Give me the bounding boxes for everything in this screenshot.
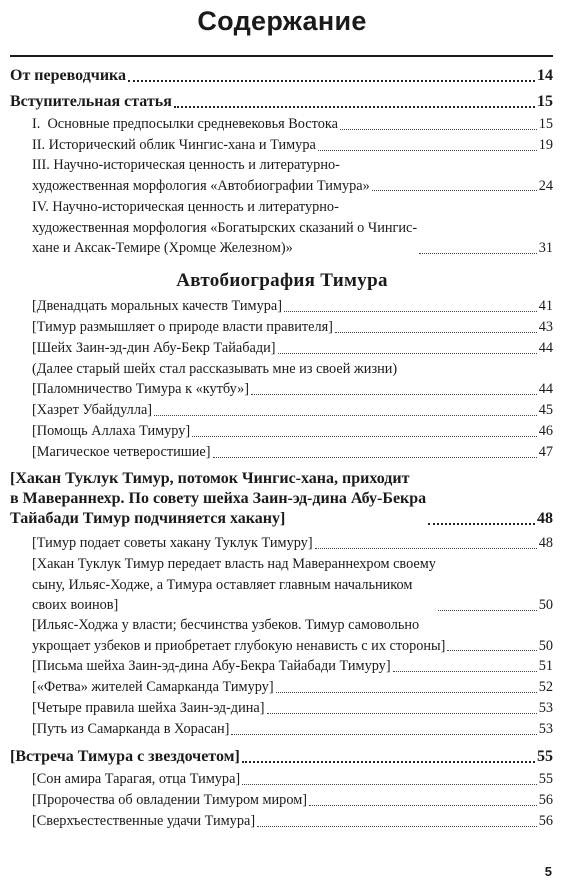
toc-entry-intro-article[interactable]	[10, 92, 553, 112]
part-title: Автобиография Тимура	[176, 270, 388, 291]
toc-entry-page: 56	[538, 813, 553, 829]
dot-leader	[419, 253, 537, 254]
toc-entry-page: 15	[538, 116, 553, 132]
dot-leader	[267, 713, 537, 714]
toc-subentry[interactable]	[32, 155, 553, 196]
toc-entry-title: Вступительная статья	[10, 93, 172, 110]
dot-leader	[335, 332, 537, 333]
toc-entry-page: 45	[538, 402, 553, 418]
toc-subentry[interactable]	[32, 533, 553, 554]
toc-entry-title: [Паломничество Тимура к «кутбу»]	[32, 381, 250, 397]
toc-chapter-astrologer[interactable]	[10, 747, 553, 767]
dot-leader	[447, 650, 536, 651]
toc-subentry[interactable]	[32, 197, 553, 259]
toc-entry-title: [Тимур размышляет о природе власти правителя]	[32, 319, 333, 335]
toc-entry-page: 53	[538, 700, 553, 716]
toc-subentry[interactable]	[32, 421, 553, 442]
toc-subentry[interactable]	[32, 719, 553, 740]
toc-subentry[interactable]	[32, 442, 553, 463]
toc-entry-title: [Ильяс-Ходжа у власти; бесчинства узбеков. Тимур самовольно укрощает узбеков и приобретает глубокую ненависть с их стороны]	[32, 617, 446, 654]
dot-leader	[309, 805, 537, 806]
toc-entry-page: 14	[537, 67, 553, 84]
dot-leader	[154, 415, 537, 416]
toc-entry-translator[interactable]	[10, 66, 553, 86]
toc-entry-title: I. Основные предпосылки средневековья Востока	[32, 116, 338, 132]
dot-leader	[284, 311, 537, 312]
dot-leader	[174, 106, 535, 108]
toc-chapter-khakan[interactable]	[10, 469, 553, 529]
toc-entry-title: [Встреча Тимура с звездочетом]	[10, 748, 240, 765]
toc-entry-title: [Хакан Туклук Тимур передает власть над Мавераннехром своему сыну, Ильяс-Ходже, а Тимура оставляет главным начальником своих воинов]	[32, 556, 436, 613]
toc-entry-title: [Двенадцать моральных качеств Тимура]	[32, 298, 283, 314]
dot-leader	[438, 610, 537, 611]
dot-leader	[393, 671, 537, 672]
dot-leader	[340, 129, 537, 130]
dot-leader	[231, 734, 536, 735]
toc-entry-title: [Пророчества об овладении Тимуром миром]	[32, 792, 308, 808]
dot-leader	[278, 353, 537, 354]
toc-entry-title: [Помощь Аллаха Тимуру]	[32, 423, 191, 439]
dot-leader	[213, 457, 537, 458]
toc-entry-page: 48	[537, 510, 553, 527]
toc-entry-title: [Хакан Туклук Тимур, потомок Чингис-хана, приходит в Мавераннехр. По совету шейха Заин-эд-дина Абу-Бекра Тайабади Тимур подчиняется хакану]	[10, 470, 427, 527]
title-divider	[10, 55, 553, 57]
toc-entry-page: 56	[538, 792, 553, 808]
page-number: 5	[544, 864, 552, 879]
toc-entry-title: [«Фетва» жителей Самарканда Тимуру]	[32, 679, 274, 695]
toc-entry-title: [Четыре правила шейха Заин-эд-дина]	[32, 700, 265, 716]
dot-leader	[257, 826, 537, 827]
toc-note: (Далее старый шейх стал рассказывать мне из своей жизни)	[32, 361, 398, 377]
dot-leader	[192, 436, 537, 437]
toc-entry-title: [Шейх Заин-эд-дин Абу-Бекр Тайабади]	[32, 340, 276, 356]
toc-subentry[interactable]	[32, 615, 553, 656]
toc-entry-page: 55	[538, 771, 553, 787]
dot-leader	[276, 692, 537, 693]
toc-subentry[interactable]	[32, 811, 553, 832]
toc-entry-page: 44	[538, 381, 553, 397]
toc-subentry[interactable]	[32, 769, 553, 790]
toc-entry-page: 52	[538, 679, 553, 695]
toc-entry-page: 44	[538, 340, 553, 356]
toc-entry-title: IV. Научно-историческая ценность и литературно- художественная морфология «Богатырских сказаний о Чингис- хане и Аксак-Темире (Хромце Железном)»	[32, 199, 418, 256]
dot-leader	[428, 523, 535, 525]
toc-subentry[interactable]	[32, 554, 553, 616]
toc-entry-title: II. Исторический облик Чингис-хана и Тимура	[32, 137, 316, 153]
toc-subentry[interactable]	[32, 656, 553, 677]
toc-subentry[interactable]	[32, 790, 553, 811]
toc-subentry[interactable]	[32, 698, 553, 719]
dot-leader	[242, 784, 537, 785]
toc-entry-title: [Магическое четверостишие]	[32, 444, 211, 460]
toc-subentry[interactable]	[32, 379, 553, 400]
toc-entry-page: 50	[538, 637, 553, 654]
toc-entry-page: 55	[537, 748, 553, 765]
toc-entry-title: [Тимур подает советы хакану Туклук Тимуру]	[32, 535, 313, 551]
dot-leader	[318, 150, 537, 151]
toc-entry-page: 43	[538, 319, 553, 335]
toc-entry-page: 53	[538, 721, 553, 737]
toc-entry-page: 47	[538, 444, 553, 460]
toc-subentry[interactable]	[32, 338, 553, 359]
toc-entry-title: От переводчика	[10, 67, 127, 84]
toc-entry-page: 46	[538, 423, 553, 439]
toc-entry-page: 48	[538, 535, 553, 551]
toc-entry-page: 31	[538, 240, 553, 256]
toc-subentry[interactable]	[32, 114, 553, 135]
toc-entry-title: [Сон амира Тарагая, отца Тимура]	[32, 771, 241, 787]
toc-subentry[interactable]	[32, 677, 553, 698]
dot-leader	[372, 190, 537, 191]
dot-leader	[128, 80, 535, 82]
toc-entry-title: III. Научно-историческая ценность и литературно- художественная морфология «Автобиографии Тимура»	[32, 157, 370, 194]
toc-entry-page: 24	[538, 177, 553, 194]
toc-entry-title: [Путь из Самарканда в Хорасан]	[32, 721, 230, 737]
toc-subentry[interactable]	[32, 296, 553, 317]
dot-leader	[251, 394, 537, 395]
toc-entry-title: [Письма шейха Заин-эд-дина Абу-Бекра Тайабади Тимуру]	[32, 658, 391, 674]
toc-entry-title: [Сверхъестественные удачи Тимура]	[32, 813, 256, 829]
toc-subentry[interactable]	[32, 317, 553, 338]
dot-leader	[242, 761, 535, 763]
toc-entry-page: 50	[538, 597, 553, 613]
toc-subentry[interactable]	[32, 135, 553, 156]
toc-entry-page: 41	[538, 298, 553, 314]
toc-entry-page: 15	[537, 93, 553, 110]
toc-subentry[interactable]	[32, 400, 553, 421]
dot-leader	[315, 548, 537, 549]
toc-entry-page: 51	[538, 658, 553, 674]
toc-entry-page: 19	[538, 137, 553, 153]
toc-entry-title: [Хазрет Убайдулла]	[32, 402, 153, 418]
page-title: Содержание	[197, 6, 367, 36]
